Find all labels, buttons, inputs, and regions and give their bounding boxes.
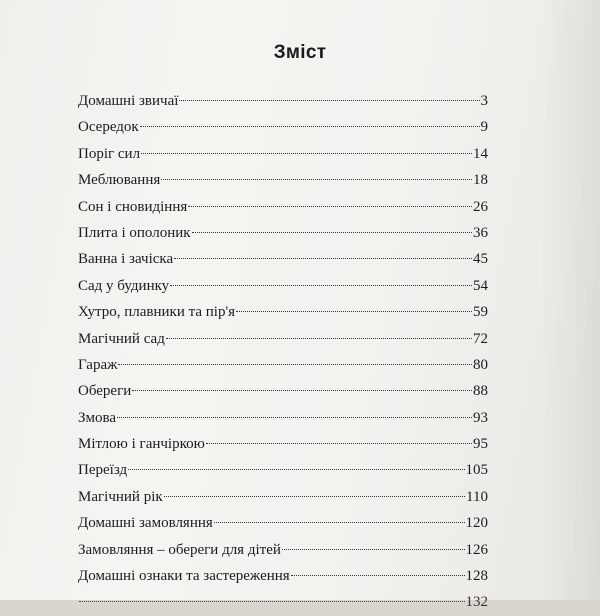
toc-entry-partial [78, 589, 488, 615]
leader-dots [161, 179, 472, 180]
toc-entry [78, 194, 488, 220]
toc-entry [78, 431, 488, 457]
toc-entry-page: 95 [473, 436, 488, 453]
toc-entry [78, 563, 488, 589]
toc-entry-label: Домашні звичаї [78, 93, 179, 109]
leader-dots [236, 311, 472, 312]
leader-dots [188, 206, 472, 207]
toc-entry-label: Замовляння – обереги для дітей [78, 541, 281, 558]
leader-dots [164, 496, 465, 497]
page-title: Зміст [273, 42, 327, 63]
leader-dots [128, 469, 464, 470]
toc-entry-page: 9 [480, 119, 488, 136]
toc-entry-page: 88 [473, 383, 488, 400]
toc-entry-label: Магічний сад [78, 330, 165, 347]
toc-entry-page: 26 [473, 198, 488, 215]
toc-entry-page: 126 [465, 541, 488, 558]
toc-entry-label: Плита і ополоник [78, 224, 191, 241]
toc-entry-label: Осередок [78, 119, 139, 136]
toc-entry-page: 54 [473, 277, 488, 294]
toc-entry-page: 36 [473, 224, 488, 241]
toc-entry-page: 120 [465, 515, 488, 532]
toc-entry-label: Переїзд [78, 462, 128, 479]
toc-entry [78, 220, 488, 246]
leader-dots [166, 338, 472, 339]
toc-entry-page: 3 [480, 93, 488, 109]
toc-entry [78, 141, 488, 167]
toc-entry-label: Ванна і зачіска [78, 251, 174, 268]
toc-entry-label: Обереги [78, 383, 132, 400]
toc-entry-label: Домашні замовляння [78, 515, 213, 532]
toc-entry-page: 110 [466, 488, 488, 505]
leader-dots [118, 364, 472, 365]
toc-entry [78, 246, 488, 272]
toc-entry-page: 59 [473, 304, 488, 321]
toc-entry-page: 14 [473, 145, 488, 162]
leader-dots [79, 601, 465, 602]
leader-dots [132, 390, 472, 391]
leader-dots [141, 153, 472, 154]
page-edge-shadow [540, 0, 600, 600]
leader-dots [214, 522, 465, 523]
toc-entry-label: Сад у будинку [78, 277, 170, 294]
toc-entry [78, 537, 488, 563]
toc-entry [78, 510, 488, 536]
toc-entry-label: Гараж [78, 356, 118, 373]
toc-entry [78, 484, 488, 510]
toc-entry [78, 326, 488, 352]
leader-dots [291, 575, 465, 576]
toc-entry [78, 405, 488, 431]
toc-entry-label: Домашні ознаки та застереження [78, 568, 290, 585]
toc-entry-label: Змова [78, 409, 117, 426]
toc-entry-page: 128 [465, 568, 488, 585]
toc-entry [78, 167, 488, 193]
toc-entry-page: 80 [473, 356, 488, 373]
toc-entry-page: 132 [465, 594, 488, 611]
leader-dots [117, 417, 472, 418]
toc-entry [78, 457, 488, 483]
toc-entry [78, 114, 488, 140]
toc-entry-label: Магічний рік [78, 488, 163, 505]
toc-entry [78, 299, 488, 325]
toc-entry [78, 352, 488, 378]
leader-dots [192, 232, 472, 233]
leader-dots [174, 258, 472, 259]
toc-entry-label: Мітлою і ганчіркою [78, 436, 205, 453]
toc-entry-label: Поріг сил [78, 145, 141, 162]
toc-entry-label: Сон і сновидіння [78, 198, 188, 215]
leader-dots [140, 126, 480, 127]
toc-entry [78, 273, 488, 299]
leader-dots [282, 549, 465, 550]
leader-dots [206, 443, 472, 444]
leader-dots [170, 285, 472, 286]
table-of-contents [78, 88, 488, 616]
leader-dots [179, 100, 479, 101]
toc-entry-page: 105 [465, 462, 488, 479]
toc-entry [78, 88, 488, 114]
toc-entry [78, 378, 488, 404]
toc-entry-label: Хутро, плавники та пір'я [78, 304, 236, 321]
toc-entry-page: 45 [473, 251, 488, 268]
toc-entry-label: Меблювання [78, 172, 161, 189]
toc-entry-page: 18 [473, 172, 488, 189]
toc-entry-page: 93 [473, 409, 488, 426]
toc-entry-page: 72 [473, 330, 488, 347]
